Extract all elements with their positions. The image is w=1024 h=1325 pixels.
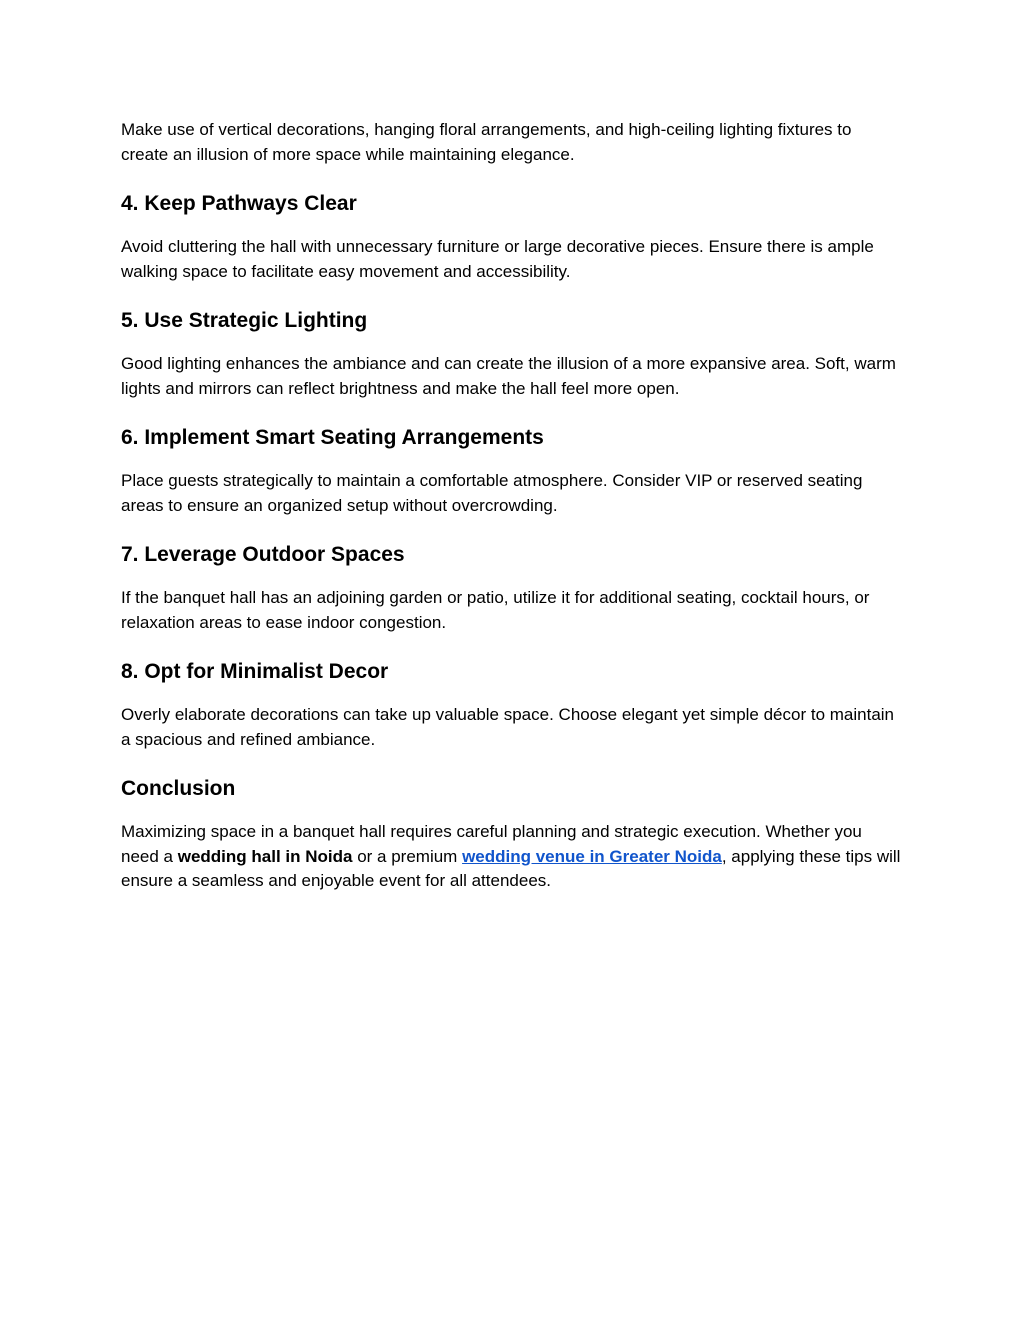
conclusion-heading: Conclusion: [121, 777, 236, 800]
section-heading-seating: 6. Implement Smart Seating Arrangements: [121, 426, 544, 449]
conclusion-text-part3: , applying these tips will ensure a seamless and enjoyable event for all attendees.: [121, 846, 901, 890]
conclusion-text-part2: or a premium: [352, 846, 463, 866]
document-page: [121, 118, 901, 894]
section-heading-lighting: 5. Use Strategic Lighting: [121, 309, 368, 332]
wedding-hall-bold-text: wedding hall in Noida: [177, 846, 353, 866]
section-body-decor: Overly elaborate decorations can take up valuable space. Choose elegant yet simple décor to maintain a spacious and refined ambiance.: [121, 705, 895, 749]
section-body-pathways: Avoid cluttering the hall with unnecessary furniture or large decorative pieces. Ensure there is ample walking space to facilitate easy movement and accessibility.: [121, 237, 874, 281]
section-heading-decor: 8. Opt for Minimalist Decor: [121, 660, 389, 683]
section-body-lighting: Good lighting enhances the ambiance and can create the illusion of a more expansive area. Soft, warm lights and mirrors can reflect brightness and make the hall feel more open.: [121, 354, 896, 398]
section-body-seating: Place guests strategically to maintain a comfortable atmosphere. Consider VIP or reserved seating areas to ensure an organized setup without overcrowding.: [121, 471, 863, 515]
conclusion-paragraph: [121, 820, 901, 894]
section-heading-outdoor: 7. Leverage Outdoor Spaces: [121, 543, 405, 566]
conclusion-text-part1: Maximizing space in a banquet hall requires careful planning and strategic execution. Whether you need a: [121, 822, 862, 866]
wedding-venue-link[interactable]: wedding venue in Greater Noida: [462, 846, 722, 866]
intro-paragraph: Make use of vertical decorations, hanging floral arrangements, and high-ceiling lighting fixtures to create an illusion of more space while maintaining elegance.: [121, 120, 852, 164]
section-body-outdoor: If the banquet hall has an adjoining garden or patio, utilize it for additional seating, cocktail hours, or relaxation areas to ease indoor congestion.: [121, 588, 870, 632]
section-heading-pathways: 4. Keep Pathways Clear: [121, 192, 357, 215]
